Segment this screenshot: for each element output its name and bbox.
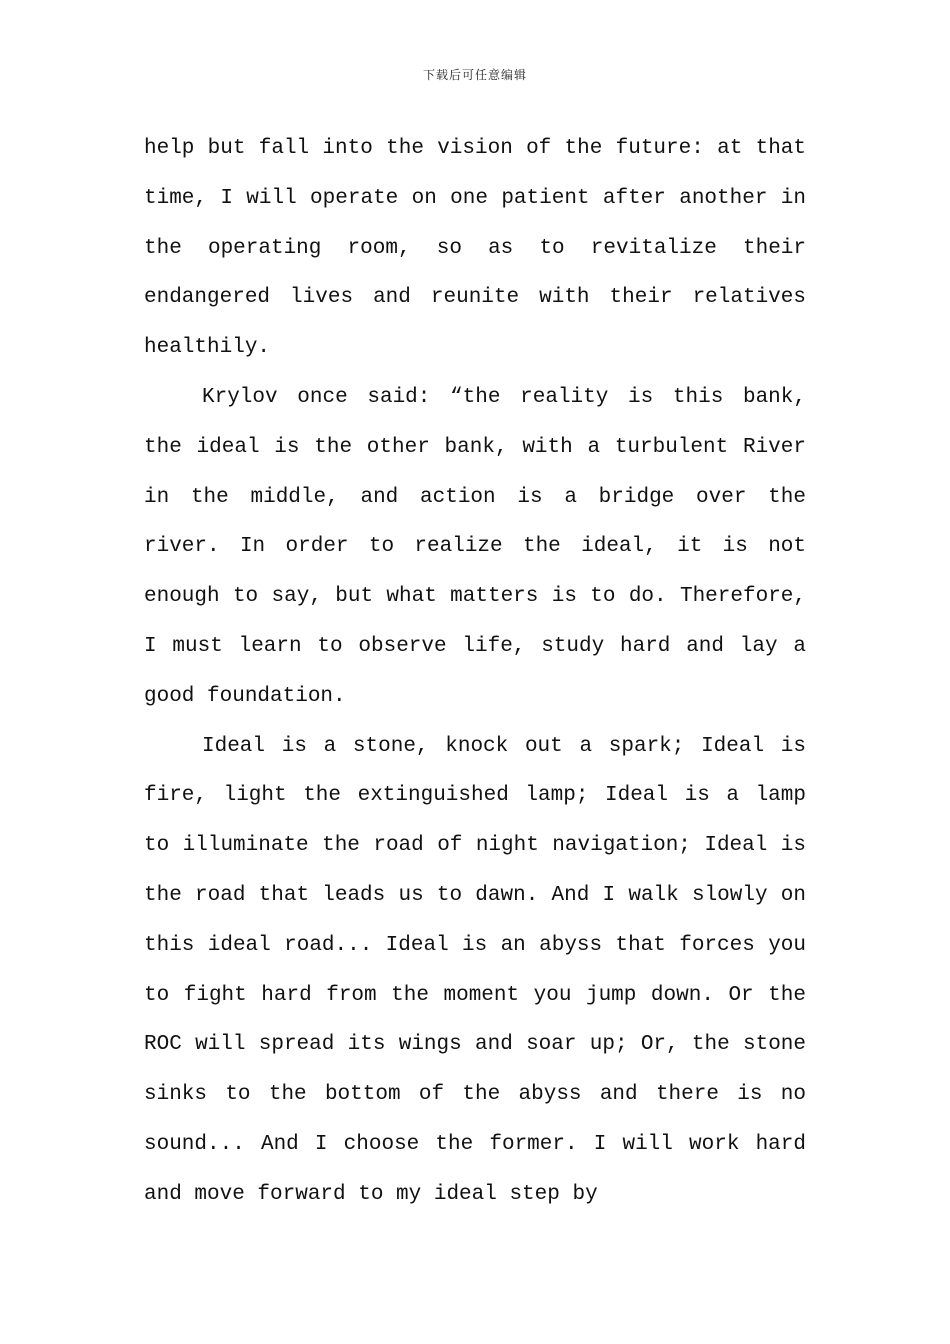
paragraph-continuation: help but fall into the vision of the future: at that time, I will operate on one patient after another in the operating room, so as to revitalize their endangered lives and reunite with their relatives healthily.: [144, 137, 806, 360]
page-header: 下载后可任意编辑: [422, 68, 527, 82]
paragraph-krylov-quote: Krylov once said: “the reality is this bank, the ideal is the other bank, with a turbulent River in the middle, and action is a bridge over the river. In order to realize the ideal, it is not enough to say, but what matters is to do. Therefore, I must learn to observe life, study hard and lay a good foundation.: [144, 385, 806, 708]
paragraph-ideal: Ideal is a stone, knock out a spark; Ideal is fire, light the extinguished lamp; Ideal is a lamp to illuminate the road of night navigation; Ideal is the road that leads us to dawn. And I walk slowly on this ideal road... Ideal is an abyss that forces you to fight hard from the moment you jump down. Or the ROC will spread its wings and soar up; Or, the stone sinks to the bottom of the abyss and there is no sound... And I choose the former. I will work hard and move forward to my ideal step by: [144, 734, 806, 1206]
document-body: [144, 124, 806, 1220]
